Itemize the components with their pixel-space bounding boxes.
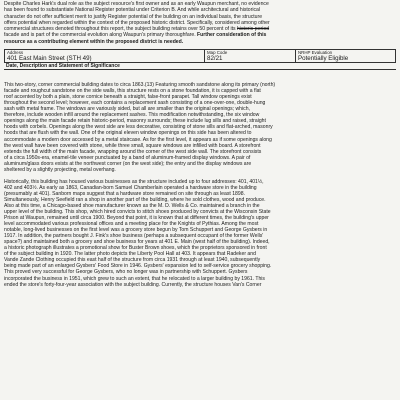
paragraph-line: of a circa 1950s-era, enamel-tile veneer punctuated by a band of aluminum-framed display windows. A pair of — [4, 154, 251, 161]
map-code-value: 82/21 — [207, 55, 223, 63]
paragraph-line: Prison at Waupun, remained until circa 1900. Beyond that point, it is known that at different times, the building's upper — [4, 215, 269, 222]
paragraph-line: Also at this time, a Chicago-based shoe manufacturer known as the M. D. Wells & Co. maintained a branch in the — [4, 202, 260, 209]
paragraph-line: Historically, this building has housed various businesses as the structure included up to four addresses: 401, 401½, — [4, 178, 264, 185]
intro-line: commercial structures denoted throughout this report, the subject building retains over 50 percent of its — [4, 26, 236, 33]
paragraph-line: being made part of an enlarged Gysbers' Food Store in 1946. Gysbers' expansion led to self-service grocery shopping. — [4, 263, 272, 270]
intro-bold-text: Further consideration of this — [197, 32, 267, 39]
intro-bold-text: resource as a contributing element within the proposed district is needed. — [4, 38, 184, 45]
paragraph-line: 1917. In addition, the partners bought J. Fink's shoe business (perhaps a subsequent occupant of the former Wells' — [4, 233, 264, 240]
paragraph-line: hoods with corbels. Openings along the west side are less decorative, consisting of stone sills and flat-arched, masonry — [4, 124, 273, 131]
intro-line: has been found to substantiate National Register potential under Criterion B. And while architectural and historical — [4, 7, 260, 14]
paragraph-line: roof accented by both a plain, stone cornice beneath a straight, false-front parapet. Tall window openings exist — [4, 94, 252, 101]
intro-line: Despite Charles Hark's dual role as the subject resource's first owner and as an early Waupun merchant, no evidence — [4, 1, 269, 7]
nrhp-value: Potentially Eligible — [298, 55, 349, 63]
nrhp-cell — [296, 50, 396, 63]
paragraph-line: Vande Zande Clothing occupied this east half of the structure from circa 1931 through at least 1940, subsequently — [4, 257, 261, 264]
intro-line: facade and is part of the commercial evolution along Waupun's primary thoroughfare. — [4, 32, 196, 39]
map-code-label: Map Code — [207, 50, 228, 56]
document-page — [4, 0, 396, 288]
paragraph-line: sheltered by a slightly projecting, metal overhang. — [4, 166, 116, 173]
history-paragraph — [4, 179, 396, 288]
section-heading: Date, Description and Statement of Significance — [4, 63, 396, 70]
paragraph-line: the west wall have been covered with stone, while three small, square windows are infilled with board. A storefront — [4, 142, 261, 149]
paragraph-line: ended the store's forty-four-year association with the subject building. Currently, the structure houses Van's Corner — [4, 281, 262, 288]
map-code-cell — [205, 50, 296, 63]
paragraph-line: This proved very successful for George Gysbers, who no longer was in partnership with Schuppert. Gysbers — [4, 269, 248, 276]
paragraph-line: facade and roughcut sandstone on the side walls, this structure rests on a stone foundation, it is capped with a flat — [4, 88, 261, 95]
paragraph-line: This two-story, corner commercial building dates to circa 1863.(13) Featuring smooth sandstone along its primary (north) — [4, 82, 276, 89]
address-value: 401 East Main Street (STH 49) — [7, 55, 92, 63]
paragraph-line: sash with metal frame. The windows are variously sided, but all are smaller than the original openings; which, — [4, 106, 250, 113]
paragraph-line: notable, long-lived businesses on the first level was a grocery store begun by Tom Schuppert and George Gysbers in — [4, 227, 268, 234]
paragraph-line: accommodate a modern door accessed by a metal staircase. As for the first level, it appears as if some openings along — [4, 136, 272, 143]
nrhp-label: NRHP Evaluation — [298, 50, 333, 56]
paragraph-line: a historic photograph illustrates a promotional show for Buster Brown shoes, which the proprietors sponsored in front — [4, 245, 267, 252]
resource-info-table — [4, 49, 396, 63]
paragraph-line: (presumably at 401). Sanborn maps suggest that a hardware store remained on site through as least 1898. — [4, 190, 245, 197]
address-label: Address — [7, 50, 24, 56]
paragraph-line: aluminum/glass doors exists at the northwest corner (on the west side); the entry and the display windows are — [4, 160, 252, 167]
paragraph-line: Simultaneously, Henry Seefield ran a shop in another part of the building, where he sold clothes, wood and produce. — [4, 196, 266, 203]
intro-line: offers potential when regarded within the context of the proposed historic district. Specifically, considered among other — [4, 19, 270, 26]
intro-paragraph — [4, 0, 396, 45]
address-cell — [5, 50, 205, 63]
intro-line: character do not offer sufficient merit to justify Register potential of the building on an individual basis, the structure — [4, 13, 263, 20]
paragraph-line: upper level of the building. This shop, which hired convicts to stitch shoes produced by convicts at the Wisconsin State — [4, 209, 271, 216]
description-paragraph — [4, 82, 396, 173]
paragraph-line: therefore, include wooden infill around the replacement sashes. This modification notwithstanding, the six window — [4, 112, 260, 119]
paragraph-line: openings along the main facade retain historic-period, masonry surrounds; these include lug sills and raised, straight — [4, 118, 266, 125]
paragraph-line: 402 and 403½. As early as 1863, Canadian-born Samuel Chamberlain operated a hardware store in the building — [4, 184, 257, 191]
paragraph-line: incorporated the business in 1951, which grew to such an extent, that he relocated to a larger building by 1961. This — [4, 275, 265, 282]
paragraph-line: throughout the second level; however, each contains a replacement sash consisting of a one-over-one, double-hung — [4, 100, 266, 107]
paragraph-line: extends the full width of the main facade, wrapping around the corner of the west side wall. The storefront consists — [4, 148, 262, 155]
paragraph-line: level accommodated various professional offices and a meeting place for the Knights of Pythias. Among the most — [4, 221, 259, 228]
paragraph-line: of the subject building in 1920. The latter photo depicts the Liberty Pool Hall at 403. It appears that Radeker and — [4, 251, 256, 258]
paragraph-line: hoods that are flush with the wall. One of the original eleven window openings on this side has been altered to — [4, 130, 252, 137]
paragraph-line: space?) and maintained both a grocery and shoe business for years at 401 E. Main (west half of the building). Indeed, — [4, 239, 270, 246]
struck-text: historic-period — [237, 26, 270, 33]
